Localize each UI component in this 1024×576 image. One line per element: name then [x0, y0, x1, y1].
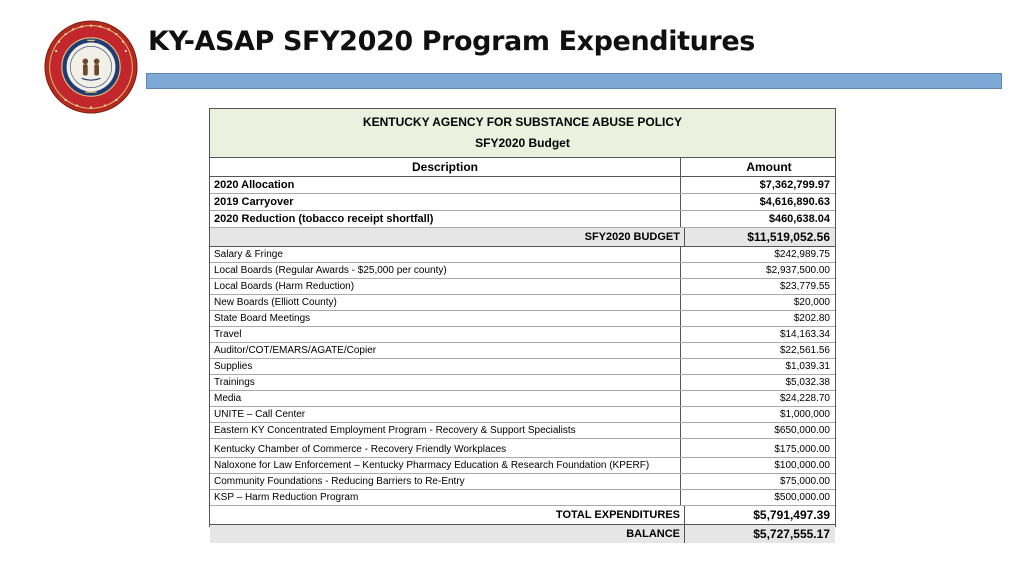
- expense-row: [210, 359, 835, 375]
- expense-row: [210, 279, 835, 295]
- expense-row: [210, 490, 835, 506]
- row-amount: $175,000.00: [774, 444, 830, 455]
- row-description: 2020 Reduction (tobacco receipt shortfall): [210, 211, 681, 227]
- row-description: Supplies: [210, 359, 681, 374]
- row-description: Media: [210, 391, 681, 406]
- page-title: KY-ASAP SFY2020 Program Expenditures: [148, 26, 755, 57]
- row-description: Travel: [210, 327, 681, 342]
- row-description: New Boards (Elliott County): [210, 295, 681, 310]
- row-amount: $23,779.55: [779, 281, 830, 292]
- expense-row: [210, 295, 835, 311]
- expense-row: [210, 423, 835, 439]
- row-description: Salary & Fringe: [210, 247, 681, 262]
- description-column-header: Description: [210, 158, 681, 176]
- row-description: UNITE – Call Center: [210, 407, 681, 422]
- total-expenditures-label: TOTAL EXPENDITURES: [210, 506, 685, 524]
- balance-amount: $5,727,555.17: [753, 527, 830, 541]
- funding-row: [210, 194, 835, 211]
- row-description: Local Boards (Regular Awards - $25,000 per county): [210, 263, 681, 278]
- row-amount: $7,362,799.97: [759, 179, 830, 191]
- row-description: 2020 Allocation: [210, 177, 681, 193]
- office-seal-logo: [44, 20, 138, 114]
- table-header: [210, 109, 835, 158]
- expense-row: [210, 474, 835, 490]
- expense-row: [210, 263, 835, 279]
- row-amount: $75,000.00: [779, 476, 830, 487]
- amount-column-header: Amount: [746, 160, 792, 174]
- row-description: Eastern KY Concentrated Employment Program - Recovery & Support Specialists: [210, 423, 681, 438]
- total-expenditures-amount: $5,791,497.39: [753, 508, 830, 522]
- column-headers: [210, 158, 835, 177]
- row-description: State Board Meetings: [210, 311, 681, 326]
- row-amount: $2,937,500.00: [766, 265, 830, 276]
- expense-row: [210, 343, 835, 359]
- row-amount: $100,000.00: [774, 460, 830, 471]
- row-amount: $22,561.56: [779, 345, 830, 356]
- expense-row: [210, 247, 835, 263]
- row-amount: $5,032.38: [785, 377, 830, 388]
- funding-row: [210, 177, 835, 194]
- budget-total-amount: $11,519,052.56: [747, 230, 830, 244]
- expense-row: [210, 391, 835, 407]
- budget-table: [209, 108, 836, 541]
- row-amount: $20,000: [793, 297, 830, 308]
- row-amount: $14,163.34: [779, 329, 830, 340]
- row-amount: $242,989.75: [774, 249, 830, 260]
- total-expenditures-row: [210, 506, 835, 525]
- expense-row: [210, 375, 835, 391]
- row-description: Naloxone for Law Enforcement – Kentucky Pharmacy Education & Research Foundation (KPERF): [210, 458, 681, 473]
- funding-row: [210, 211, 835, 228]
- row-description: Community Foundations - Reducing Barriers to Re-Entry: [210, 474, 681, 489]
- row-description: 2019 Carryover: [210, 194, 681, 210]
- row-description: Local Boards (Harm Reduction): [210, 279, 681, 294]
- budget-total-label: SFY2020 BUDGET: [210, 228, 685, 246]
- title-divider-bar: [146, 73, 1002, 89]
- row-amount: $1,039.31: [785, 361, 830, 372]
- expense-row: [210, 327, 835, 343]
- row-amount: $202.80: [793, 313, 830, 324]
- row-amount: $24,228.70: [779, 393, 830, 404]
- balance-row: [210, 525, 835, 543]
- budget-total-row: [210, 228, 835, 247]
- row-description: KSP – Harm Reduction Program: [210, 490, 681, 505]
- row-amount: $500,000.00: [774, 492, 830, 503]
- row-amount: $460,638.04: [768, 213, 830, 225]
- balance-label: BALANCE: [210, 525, 685, 543]
- agency-name: KENTUCKY AGENCY FOR SUBSTANCE ABUSE POLICY: [362, 115, 683, 129]
- row-description: Auditor/COT/EMARS/AGATE/Copier: [210, 343, 681, 358]
- expense-row: [210, 311, 835, 327]
- budget-year-label: SFY2020 Budget: [475, 136, 570, 150]
- row-amount: $1,000,000: [779, 409, 830, 420]
- row-amount: $4,616,890.63: [759, 196, 830, 208]
- row-description: Kentucky Chamber of Commerce - Recovery Friendly Workplaces: [210, 439, 681, 457]
- expense-row: [210, 458, 835, 474]
- row-description: Trainings: [210, 375, 681, 390]
- row-amount: $650,000.00: [774, 425, 830, 436]
- expense-row: [210, 407, 835, 423]
- expense-row: [210, 439, 835, 458]
